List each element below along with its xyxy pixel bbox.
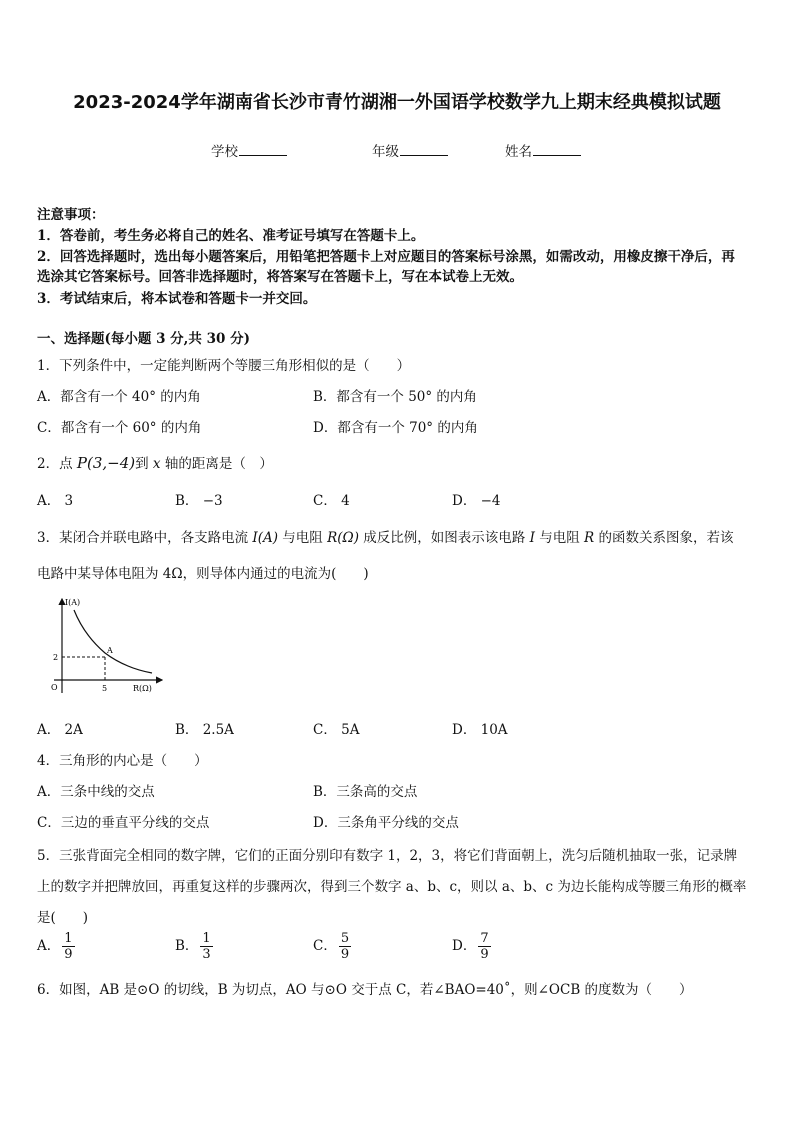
q5-a-numerator: 1 bbox=[64, 931, 73, 946]
q5-d-denominator: 9 bbox=[480, 947, 489, 962]
q1-stem: 1．下列条件中，一定能判断两个等腰三角形相似的是（ ） bbox=[37, 358, 411, 374]
q2-stem-mid: 到 bbox=[135, 456, 153, 472]
name-blank bbox=[533, 143, 581, 156]
q3-graph-x-tick: 5 bbox=[102, 684, 108, 693]
q5-option-b bbox=[175, 931, 213, 962]
name-label: 姓名 bbox=[505, 144, 532, 160]
q6-stem: 6．如图，AB 是⊙O 的切线，B 为切点，AO 与⊙O 交于点 C，若∠BAO=40˚，则∠OCB 的度数为（ ） bbox=[37, 982, 693, 998]
q3-current-unit: I(A) bbox=[252, 530, 279, 546]
q5-a-denominator: 9 bbox=[64, 947, 73, 962]
q2-stem-pre: 2．点 bbox=[37, 456, 77, 472]
q4-stem: 4．三角形的内心是（ ） bbox=[37, 753, 208, 769]
q3-option-a: A． 2A bbox=[37, 722, 83, 738]
q3-text-c: 成反比例，如图表示该电路 bbox=[359, 530, 530, 546]
q5-option-c-label: C． bbox=[313, 938, 337, 954]
q5-option-a bbox=[37, 931, 75, 962]
q3-text-b: 与电阻 bbox=[278, 530, 328, 546]
q3-option-b: B． 2.5A bbox=[175, 722, 234, 738]
q5-d-numerator: 7 bbox=[480, 931, 489, 946]
q3-stem-line-1 bbox=[37, 526, 734, 546]
q2-stem-post: 轴的距离是（ ） bbox=[160, 456, 273, 472]
q5-stem-line-1: 5．三张背面完全相同的数字牌，它们的正面分别印有数字 1，2，3，将它们背面朝上，洗匀后随机抽取一张，记录牌 bbox=[37, 848, 738, 864]
q5-stem-line-2: 上的数字并把牌放回，再重复这样的步骤两次，得到三个数字 a、b、c，则以 a、b、c 为边长能构成等腰三角形的概率 bbox=[37, 879, 747, 895]
q3-option-c: C． 5A bbox=[313, 722, 360, 738]
q5-option-c-fraction bbox=[339, 931, 351, 962]
grade-label: 年级 bbox=[372, 144, 399, 160]
section-heading: 一、选择题(每小题 3 分,共 30 分) bbox=[37, 331, 250, 347]
q2-axis: x bbox=[152, 456, 161, 472]
q2-option-d: D． −4 bbox=[452, 493, 501, 509]
q4-option-d: D．三条角平分线的交点 bbox=[313, 815, 459, 831]
school-field bbox=[211, 140, 287, 160]
grade-field bbox=[372, 140, 448, 160]
grade-blank bbox=[400, 143, 448, 156]
q4-option-b: B．三条高的交点 bbox=[313, 784, 418, 800]
q3-text-a: 3．某闭合并联电路中，各支路电流 bbox=[37, 530, 253, 546]
q5-c-denominator: 9 bbox=[340, 947, 350, 962]
school-label: 学校 bbox=[211, 144, 238, 160]
notice-heading: 注意事项： bbox=[37, 207, 105, 223]
q3-graph-origin: O bbox=[51, 683, 58, 692]
notice-item-2-line-2: 选涂其它答案标号。回答非选择题时，将答案写在答题卡上，写在本试卷上无效。 bbox=[37, 269, 523, 285]
q3-graph bbox=[40, 595, 170, 700]
q3-graph-xlabel: R(Ω) bbox=[133, 684, 152, 693]
notice-item-2-line-1: 2．回答选择题时，选出每小题答案后，用铅笔把答题卡上对应题目的答案标号涂黑，如需改动，用橡皮擦干净后，再 bbox=[37, 249, 735, 265]
q5-b-numerator: 1 bbox=[202, 931, 211, 946]
name-field bbox=[505, 140, 581, 160]
q1-option-a: A．都含有一个 40° 的内角 bbox=[37, 389, 201, 405]
q2-option-b: B． −3 bbox=[175, 493, 223, 509]
q5-b-denominator: 3 bbox=[202, 947, 211, 962]
q5-stem-line-3: 是( ) bbox=[37, 910, 89, 926]
q2-stem bbox=[37, 452, 273, 472]
q4-option-a: A．三条中线的交点 bbox=[37, 784, 155, 800]
q1-option-b: B．都含有一个 50° 的内角 bbox=[313, 389, 477, 405]
q5-option-d bbox=[452, 931, 491, 962]
q3-current-symbol: I bbox=[529, 530, 535, 546]
q2-option-c: C． 4 bbox=[313, 493, 350, 509]
q5-option-a-fraction bbox=[62, 931, 74, 962]
q3-graph-y-tick: 2 bbox=[53, 653, 59, 662]
q2-point: P(3,−4) bbox=[76, 454, 136, 472]
q3-graph-point-label: A bbox=[107, 646, 113, 655]
q3-text-e: 的函数关系图象，若该 bbox=[594, 530, 734, 546]
notice-item-3: 3．考试结束后，将本试卷和答题卡一并交回。 bbox=[37, 291, 317, 307]
q1-option-c: C．都含有一个 60° 的内角 bbox=[37, 420, 202, 436]
q3-text-d: 与电阻 bbox=[534, 530, 585, 546]
q5-option-b-label: B． bbox=[175, 938, 199, 954]
q3-graph-ylabel: I(A) bbox=[65, 598, 81, 607]
page-title: 2023-2024学年湖南省长沙市青竹湖湘一外国语学校数学九上期末经典模拟试题 bbox=[73, 92, 721, 113]
q5-option-d-label: D． bbox=[452, 938, 477, 954]
q3-option-d: D． 10A bbox=[452, 722, 508, 738]
q5-option-d-fraction bbox=[478, 931, 490, 962]
q3-resistance-symbol: R bbox=[584, 530, 595, 546]
q5-option-b-fraction bbox=[200, 931, 212, 962]
q5-option-c bbox=[313, 931, 351, 962]
school-blank bbox=[239, 143, 287, 156]
notice-item-1: 1．答卷前，考生务必将自己的姓名、准考证号填写在答题卡上。 bbox=[37, 228, 425, 244]
q2-option-a: A． 3 bbox=[37, 493, 74, 509]
q3-graph-curve bbox=[74, 610, 152, 673]
q3-stem-line-2: 电路中某导体电阻为 4Ω，则导体内通过的电流为( ) bbox=[37, 566, 369, 582]
q1-option-d: D．都含有一个 70° 的内角 bbox=[313, 420, 478, 436]
q4-option-c: C．三边的垂直平分线的交点 bbox=[37, 815, 210, 831]
q5-option-a-label: A． bbox=[37, 938, 61, 954]
q3-resistance-unit: R(Ω) bbox=[327, 530, 360, 546]
q5-c-numerator: 5 bbox=[340, 931, 350, 946]
